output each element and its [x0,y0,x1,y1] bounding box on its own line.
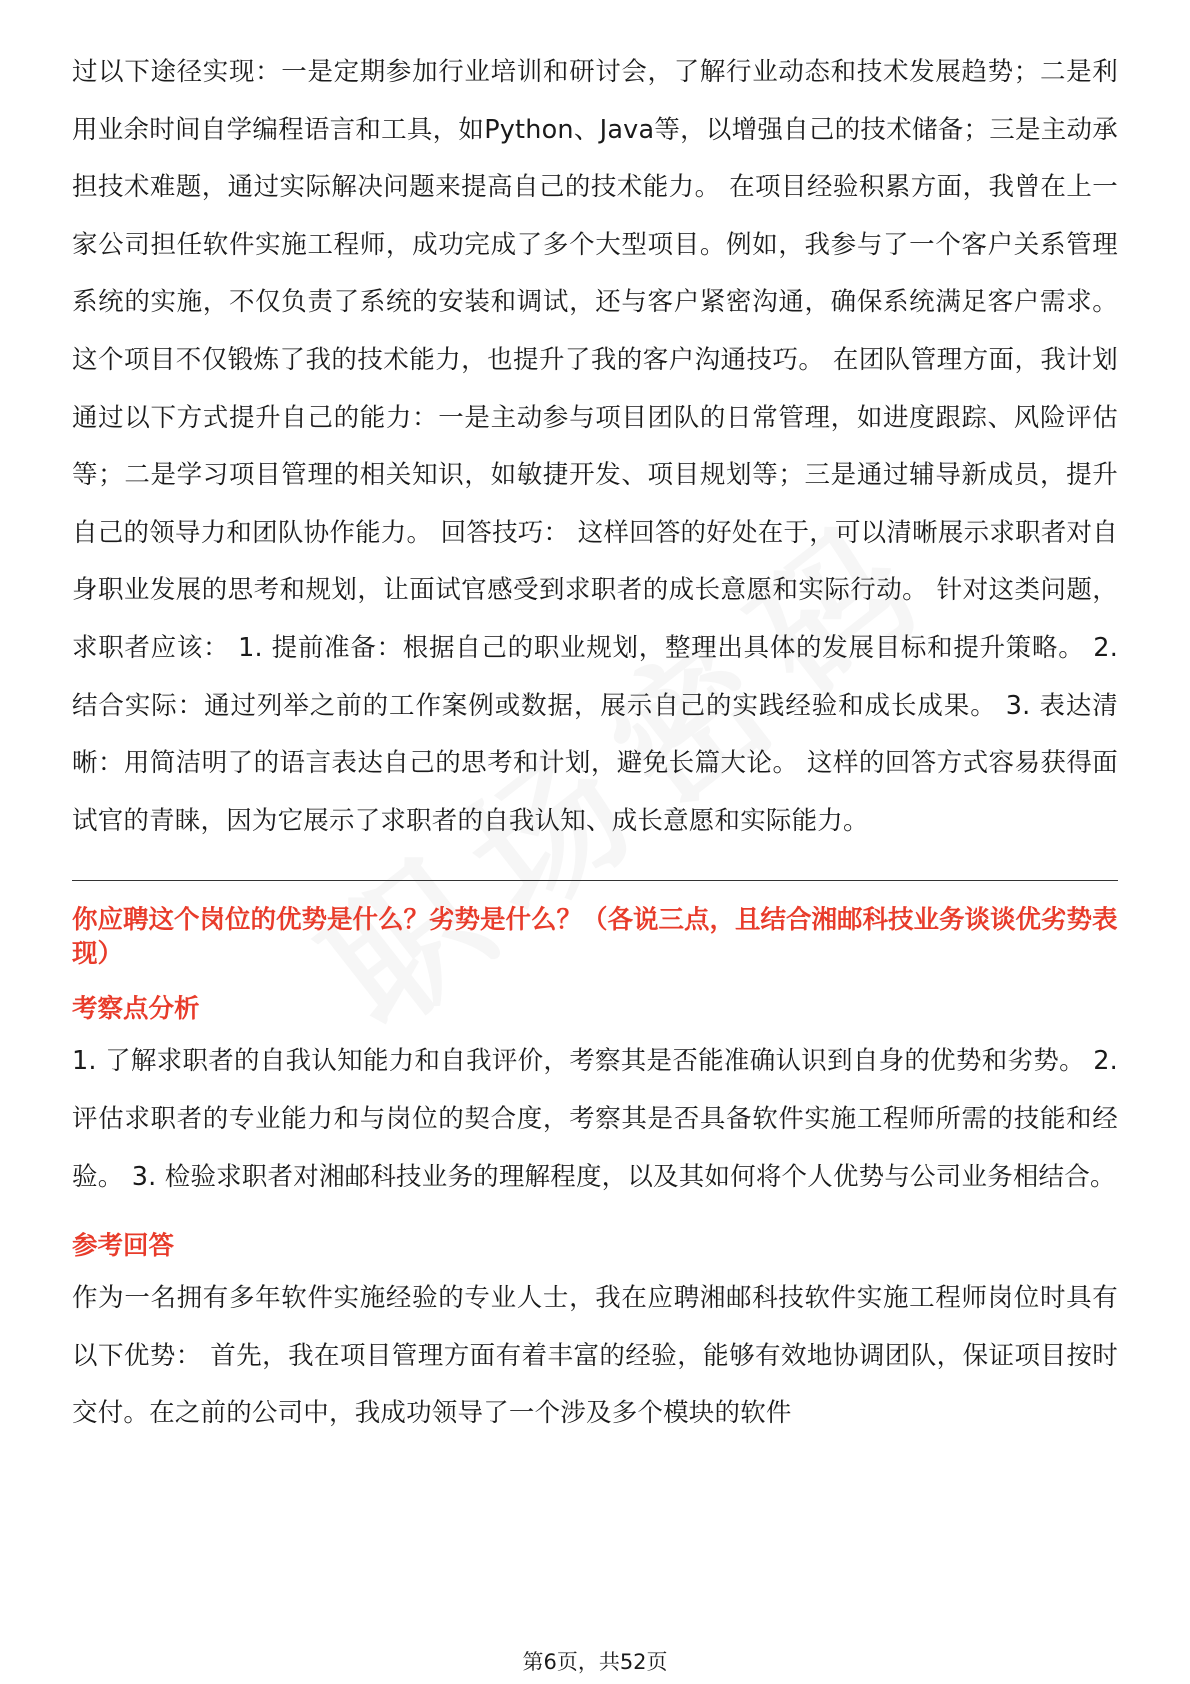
section-divider [72,880,1118,881]
analysis-heading: 考察点分析 [72,994,200,1025]
interview-question: 你应聘这个岗位的优势是什么？劣势是什么？（各说三点，且结合湘邮科技业务谈谈优劣势表现） [72,905,1118,970]
page-footer: 第6页，共52页 [522,1650,668,1674]
answer-paragraph: 作为一名拥有多年软件实施经验的专业人士，我在应聘湘邮科技软件实施工程师岗位时具有以下优势： 首先，我在项目管理方面有着丰富的经验，能够有效地协调团队，保证项目按时交付。在之前的公司中，我成功领导了一个涉及多个模块的软件 [72,1283,1118,1429]
analysis-paragraph: 1. 了解求职者的自我认知能力和自我评价，考察其是否能准确认识到自身的优势和劣势。 2. 评估求职者的专业能力和与岗位的契合度，考察其是否具备软件实施工程师所需的技能和经验。 3. 检验求职者对湘邮科技业务的理解程度，以及其如何将个人优势与公司业务相结合。 [72,1046,1118,1192]
continuation-paragraph: 过以下途径实现：一是定期参加行业培训和研讨会，了解行业动态和技术发展趋势；二是利用业余时间自学编程语言和工具，如Python、Java等，以增强自己的技术储备；三是主动承担技术难题，通过实际解决问题来提高自己的技术能力。 在项目经验积累方面，我曾在上一家公司担任软件实施工程师，成功完成了多个大型项目。例如，我参与了一个客户关系管理系统的实施，不仅负责了系统的安装和调试，还与客户紧密沟通，确保系统满足客户需求。这个项目不仅锻炼了我的技术能力，也提升了我的客户沟通技巧。 在团队管理方面，我计划通过以下方式提升自己的能力：一是主动参与项目团队的日常管理，如进度跟踪、风险评估等；二是学习项目管理的相关知识，如敏捷开发、项目规划等；三是通过辅导新成员，提升自己的领导力和团队协作能力。 回答技巧： 这样回答的好处在于，可以清晰展示求职者对自身职业发展的思考和规划，让面试官感受到求职者的成长意愿和实际行动。 针对这类问题，求职者应该： 1. 提前准备：根据自己的职业规划，整理出具体的发展目标和提升策略。 2. 结合实际：通过列举之前的工作案例或数据，展示自己的实践经验和成长成果。 3. 表达清晰：用简洁明了的语言表达自己的思考和计划，避免长篇大论。 这样的回答方式容易获得面试官的青睐，因为它展示了求职者的自我认知、成长意愿和实际能力。 [72,57,1118,836]
answer-heading: 参考回答 [72,1231,175,1262]
document-page [72,44,1118,1443]
